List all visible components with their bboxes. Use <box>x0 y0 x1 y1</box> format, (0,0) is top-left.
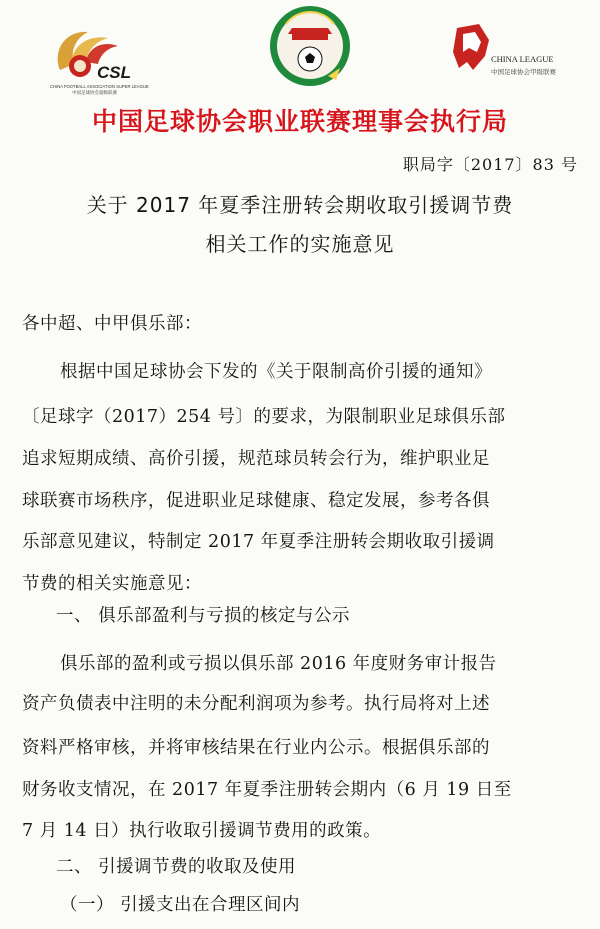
china-league-logo <box>445 22 563 88</box>
logo-bar <box>0 0 600 100</box>
csl-logo <box>42 20 162 96</box>
intro-line: 追求短期成绩、高价引援，规范球员转会行为，维护职业足 <box>22 449 490 469</box>
section-2-heading: 二、 引援调节费的收取及使用 <box>56 857 297 877</box>
document-number: 职局字〔2017〕83 号 <box>402 155 578 174</box>
svg-text:CHINA FOOTBALL ASSOCIATION SUP: CHINA FOOTBALL ASSOCIATION SUPER LEAGUE <box>50 84 149 89</box>
document-title-line-2: 相关工作的实施意见 <box>205 232 395 256</box>
cfa-emblem <box>268 4 352 88</box>
document-title-line-1: 关于 2017 年夏季注册转会期收取引援调节费 <box>86 193 514 217</box>
intro-line: 根据中国足球协会下发的《关于限制高价引援的通知》 <box>60 362 492 382</box>
svg-text:中国足球协会超级联赛: 中国足球协会超级联赛 <box>72 91 117 96</box>
intro-line: 〔足球字（2017）254 号〕的要求，为限制职业足球俱乐部 <box>22 407 506 427</box>
svg-text:CHINA LEAGUE: CHINA LEAGUE <box>491 54 554 64</box>
issuing-organization-title: 中国足球协会职业联赛理事会执行局 <box>91 107 508 136</box>
section-2-subheading: （一） 引援支出在合理区间内 <box>60 895 301 915</box>
svg-text:CSL: CSL <box>97 63 131 82</box>
section-1-line: 俱乐部的盈利或亏损以俱乐部 2016 年度财务审计报告 <box>60 654 497 674</box>
intro-line: 球联赛市场秩序，促进职业足球健康、稳定发展，参考各俱 <box>22 491 490 511</box>
svg-text:中国足球协会甲级联赛: 中国足球协会甲级联赛 <box>491 68 556 76</box>
section-1-line: 7 月 14 日）执行收取引援调节费用的政策。 <box>22 821 382 841</box>
intro-line: 节费的相关实施意见： <box>22 574 202 594</box>
section-1-line: 资料严格审核，并将审核结果在行业内公示。根据俱乐部的 <box>22 738 490 758</box>
section-1-line: 资产负债表中注明的未分配利润项为参考。执行局将对上述 <box>22 694 490 714</box>
intro-line: 乐部意见建议，特制定 2017 年夏季注册转会期收取引援调 <box>22 532 495 552</box>
salutation: 各中超、中甲俱乐部： <box>22 314 202 334</box>
section-1-heading: 一、 俱乐部盈利与亏损的核定与公示 <box>56 606 351 626</box>
section-1-line: 财务收支情况，在 2017 年夏季注册转会期内（6 月 19 日至 <box>22 780 512 800</box>
